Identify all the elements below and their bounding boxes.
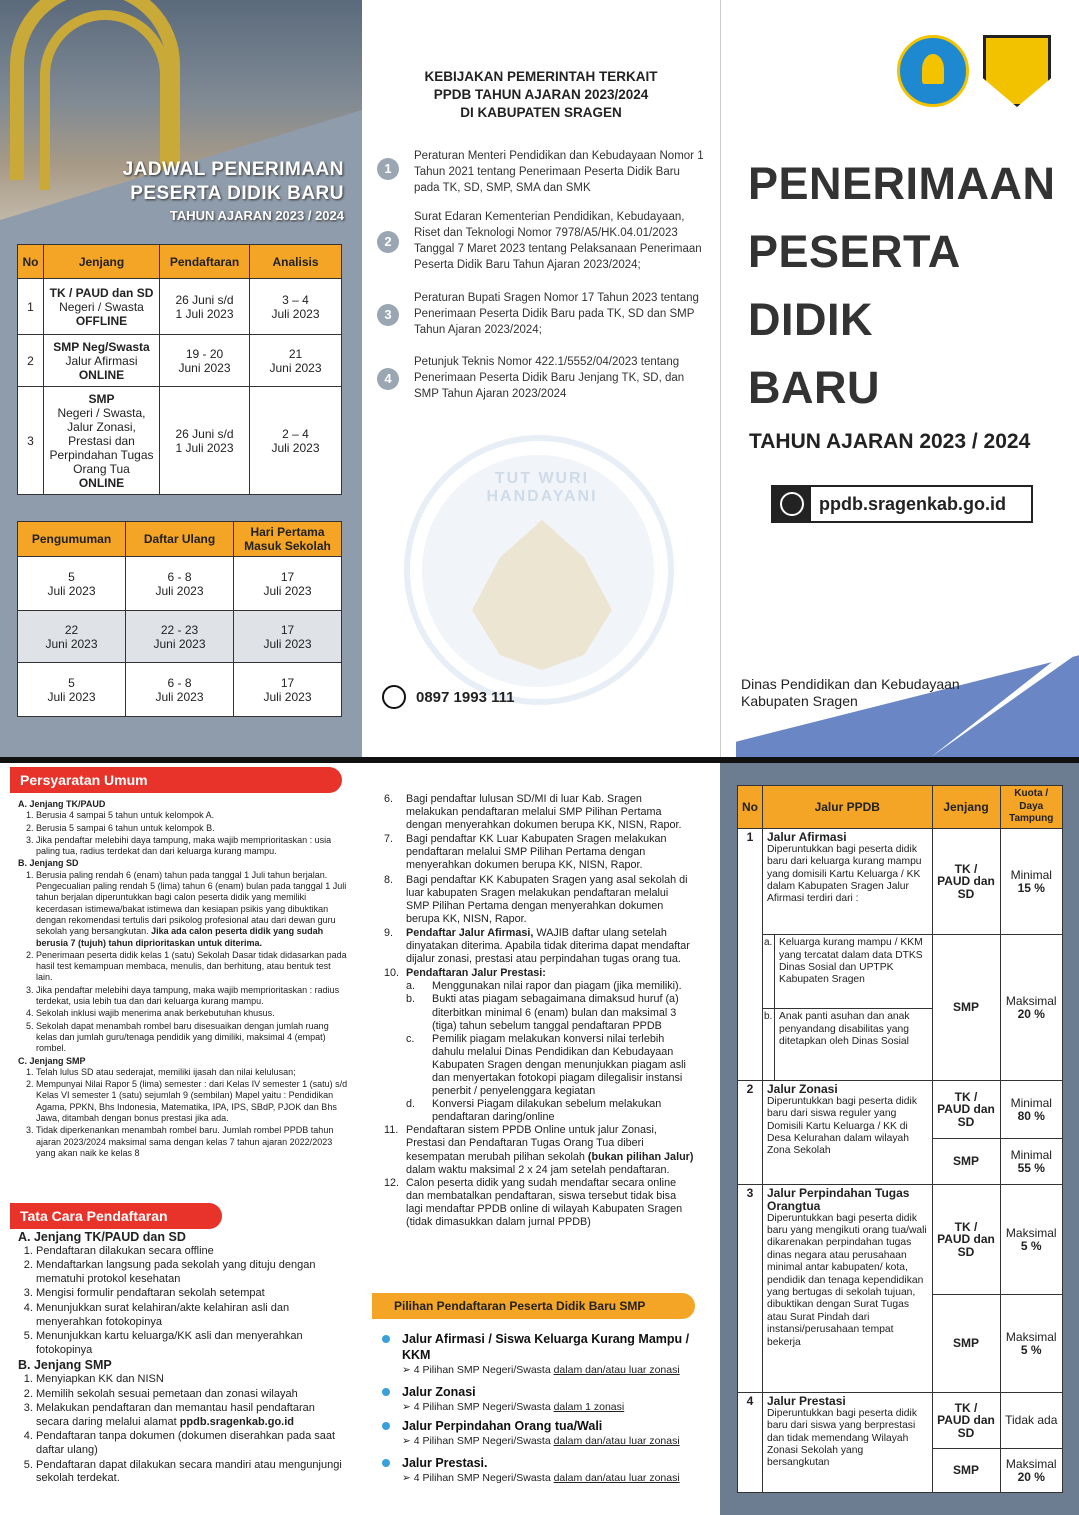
schedule-panel <box>0 0 362 757</box>
policy-item: 2 Surat Edaran Kementerian Pendidikan, Kebudayaan, Riset dan Teknologi Nomor 7978/A5/HK.04.01/2023 Tanggal 7 Maret 2023 tentang Pelaksanaan Penerimaan Peserta Didik Baru Tahun Ajaran 2023/2024; <box>377 209 707 273</box>
table-row: 3 SMP Negeri / Swasta, Jalur Zonasi, Prestasi dan Perpindahan Tugas Orang Tua ONLINE 26 Juni s/d 1 Juli 2023 2 – 4 Juli 2023 <box>18 387 342 495</box>
smp-options-title: Pilihan Pendaftaran Peserta Didik Baru SMP <box>372 1293 695 1319</box>
website-link[interactable]: ppdb.sragenkab.go.id <box>771 485 1033 523</box>
quota-panel <box>720 763 1079 1515</box>
list-item: Jalur Afirmasi / Siswa Keluarga Kurang Mampu / KKM ➢ 4 Pilihan SMP Negeri/Swasta dalam dan/atau luar zonasi <box>402 1331 702 1377</box>
policy-heading: KEBIJAKAN PEMERINTAH TERKAIT PPDB TAHUN AJARAN 2023/2024 DI KABUPATEN SRAGEN <box>424 69 658 120</box>
table-row: 5 Juli 2023 6 - 8 Juli 2023 17 Juli 2023 <box>18 663 342 717</box>
publisher: Dinas Pendidikan dan Kebudayaan Kabupaten Sragen <box>741 676 960 709</box>
table-row: 3 Jalur Perpindahan Tugas Orangtua Diperuntukkan bagi peserta didik baru yang mengikuti orang tua/wali dikarenakan perpindahan tugas dinas negara atau perusahaan minimal antar kabupaten/ kota, pendidik dan tenaga kependidikan yang bertugas di sekolah tujuan, dibuktikan dengan Surat Tugas atau Surat Pindah dari instansi/perusahaan tempat bekerja TK / PAUD dan SD Maksimal 5 % <box>738 1185 1063 1295</box>
policy-item: 1 Peraturan Menteri Pendidikan dan Kebudayaan Nomor 1 Tahun 2021 tentang Penerimaan Peserta Didik Baru pada TK, SD, SMP, SMA dan SMK <box>377 148 707 196</box>
cover-title: PENERIMAAN PESERTA DIDIK BARU <box>748 158 1056 413</box>
policy-item: 3 Peraturan Bupati Sragen Nomor 17 Tahun 2023 tentang Penerimaan Peserta Didik Baru pada TK, SD dan SMP Tahun Ajaran 2023/2024; <box>377 290 707 338</box>
policy-item: 4 Petunjuk Teknis Nomor 422.1/5552/04/2023 tentang Penerimaan Peserta Didik Baru Jenjang TK, SD, dan SMP Tahun Ajaran 2023/2024 <box>377 354 707 402</box>
table-row: b. Anak panti asuhan dan anak penyandang disabilitas yang ditetapkan oleh Dinas Sosial <box>738 1009 1063 1081</box>
table-row: a. Keluarga kurang mampu / KKM yang tercatat dalam data DTKS Dinas Sosial dan UPTPK Kabupaten Sragen SMP Maksimal 20 % <box>738 935 1063 1009</box>
table-row: 2 Jalur Zonasi Diperuntukkan bagi peserta didik baru dari siswa reguler yang Domisili Kartu Keluarga / KK di Desa Kelurahan dalam wilayah Zona Sekolah TK / PAUD dan SD Minimal 80 % <box>738 1081 1063 1139</box>
announcement-table: Pengumuman Daftar Ulang Hari Pertama Masuk Sekolah 5 Juli 2023 6 - 8 Juli 2023 17 Juli 2023 22 Juni 2023 22 - 23 Juni 2023 17 Juli 2023 5 Juli 2023 6 - 8 Juli 2023 17 Juli 2023 <box>17 521 342 717</box>
procedure-list: 6. Bagi pendaftar lulusan SD/MI di luar Kab. Sragen melakukan pendaftaran melalui SMP Pilihan Pertama dengan menyerahkan dokumen berupa KK, NISN, Rapor. 7. Bagi pendaftar KK Luar Kabupaten Sragen melakukan pendaftaran melalui SMP Pilihan Pertama dengan menyerahkan dokumen berupa KK, NISN, Rapor. 8. Bagi pendaftar KK Kabupaten Sragen yang asal sekolah di luar kabupaten Sragen melakukan pendaftaran melalui SMP Pilihan Pertama dengan menyerahkan dokumen berupa KK, NISN, Rapor. 9. Pendaftar Jalur Afirmasi, WAJIB daftar ulang setelah dinyatakan diterima. Apabila tidak diterima dapat mendaftar dijalur zonasi, prestasi atau perpindahan tugas orang tua. 10. Pendaftaran Jalur Prestasi: a. Menggunakan nilai rapor dan piagam (jika memiliki). b. Bukti atas piagam sebagaimana dimaksud huruf (a) diterbitkan minimal 6 (enam) bulan dan maksimal 3 (tiga) tahun sebelum tanggal pendaftaran PPDB c. Pemilik piagam melakukan konversi nilai terlebih dahulu melalui Dinas Pendidikan dan Kebudayaan Kabupaten Sragen dengan menunjukkan piagam asli dan menyertakan fotokopi piagam dilegalisir instansi penerbit / penyelenggara kegiatan d. Konversi Piagam dilakukan sebelum melakukan pendaftaran daring/online 11. Pendaftaran sistem PPDB Online untuk jalur Zonasi, Prestasi dan Pendaftaran Tugas Orang Tua diberi kesempatan merubah pilihan sekolah (bukan pilihan Jalur) dalam waktu maksimal 2 x 24 jam setelah pendaftaran. 12. Calon peserta didik yang sudah mendaftar secara online dan membatalkan pendaftaran, siswa tersebut tidak bisa lagi mendaftar PPDB online di wilayah Kabupaten Sragen (tidak dimasukkan dalam jurnal PPDB) <box>384 793 694 1228</box>
cover-panel <box>720 0 1079 757</box>
cover-year: TAHUN AJARAN 2023 / 2024 <box>749 430 1031 453</box>
table-row: 1 Jalur Afirmasi Diperuntukkan bagi peserta didik baru dari keluarga kurang mampu yang domisili Kartu Keluarga / KK dalam Kabupaten Sragen Jalur Afirmasi terdiri dari : TK / PAUD dan SD Minimal 15 % <box>738 829 1063 935</box>
schedule-table: No Jenjang Pendaftaran Analisis 1 TK / PAUD dan SD Negeri / Swasta OFFLINE 26 Juni s/d 1 Juli 2023 3 – 4 Juli 2023 2 SMP Neg/Swasta Jalur Afirmasi ONLINE 19 - 20 Juni 2023 21 Juni 2023 3 SMP Negeri / Swasta, Jalur Zonasi, Prestasi dan Perpindahan Tugas Orang Tua ONLINE 26 Juni s/d 1 Juli 2023 2 – 4 Juli 2023 <box>17 244 342 495</box>
table-row: 2 SMP Neg/Swasta Jalur Afirmasi ONLINE 19 - 20 Juni 2023 21 Juni 2023 <box>18 335 342 387</box>
watermark-text: TUT WURI HANDAYANI <box>486 470 598 505</box>
policy-panel <box>362 0 720 757</box>
list-item: Jalur Perpindahan Orang tua/Wali ➢ 4 Pilihan SMP Negeri/Swasta dalam dan/atau luar zonasi <box>402 1418 702 1448</box>
requirements-list: A. Jenjang TK/PAUD 1. Berusia 4 sampai 5 tahun untuk kelompok A. 2. Berusia 5 sampai 6 tahun untuk kelompok B. 3. Jika pendaftar melebihi daya tampung, maka wajib memprioritaskan : usia paling tua, radius terdekat dan dari keluarga kurang mampu. B. Jenjang SD 1. Berusia paling rendah 6 (enam) tahun pada tanggal 1 Juli tahun berjalan. Pengecualian paling rendah 5 (lima) tahun 6 (enam) bulan pada tanggal 1 Juli tahun berjalan diperuntukkan bagi calon peserta didik yang memiliki kecerdasan istimewa/bakat istimewa dan kesiapan psikis yang dibuktikan dengan rekomendasi tertulis dari psikolog profesional atau dari dewan guru sekolah yang bersangkutan. Jika ada calon peserta didik yang sudah berusia 7 (tujuh) tahun diprioritaskan untuk diterima. 2. Penerimaan peserta didik kelas 1 (satu) Sekolah Dasar tidak didasarkan pada hasil test kemampuan membaca, menulis, dan berhitung, atau bentuk test lain. 3. Jika pendaftar melebihi daya tampung, maka wajib memprioritaskan : radius terdekat, usia lebih tua dan dari keluarga kurang mampu. 4. Sekolah inklusi wajib menerima anak berkebutuhan khusus. 5. Sekolah dapat menambah rombel baru disesuaikan dengan jumlah ruang kelas dan jumlah guru/tenaga pendidik yang dimiliki, maksimal 4 (empat) rombel. C. Jenjang SMP 1. Telah lulus SD atau sederajat, memiliki ijasah dan nilai kelulusan; 2. Mempunyai Nilai Rapor 5 (lima) semester : dari Kelas IV semester 1 (satu) s/d Kelas VI semester 1 (satu) sejumlah 9 (sembilan) Mapel yaitu : Pendidikan Agama, PPKN, Bhs Indonesia, Matematika, IPA, IPS, SBdP, PJOK dan Bhs Jawa, ditambah dengan bonus prestasi jika ada. 3. Tidak diperkenankan menambah rombel baru. Jumlah rombel PPDB tahun ajaran 2023/2024 maksimal sama dengan kelas 7 tahun ajaran 2022/2023 yang akan naik ke kelas 8 <box>18 799 348 1160</box>
table-row: 4 Jalur Prestasi Diperuntukkan bagi peserta didik baru dari siswa yang berprestasi dan tidak memendang Wilayah Zonasi Sekolah yang bersangkutan TK / PAUD dan SD Tidak ada <box>738 1393 1063 1449</box>
list-item: Jalur Prestasi. ➢ 4 Pilihan SMP Negeri/Swasta dalam dan/atau luar zonasi <box>402 1455 702 1485</box>
sragen-regency-seal-icon <box>983 35 1051 107</box>
table-row: 5 Juli 2023 6 - 8 Juli 2023 17 Juli 2023 <box>18 557 342 611</box>
table-row: SMP Maksimal 5 % <box>738 1295 1063 1393</box>
table-row: 22 Juni 2023 22 - 23 Juni 2023 17 Juli 2023 <box>18 611 342 663</box>
table-row: SMP Maksimal 20 % <box>738 1449 1063 1493</box>
procedure-continued-panel <box>362 763 720 1515</box>
schedule-title: JADWAL PENERIMAAN PESERTA DIDIK BARU TAHUN AJARAN 2023 / 2024 <box>122 159 344 223</box>
table-row: SMP Minimal 55 % <box>738 1139 1063 1185</box>
list-item: Jalur Zonasi ➢ 4 Pilihan SMP Negeri/Swasta dalam 1 zonasi <box>402 1384 702 1414</box>
quota-table: No Jalur PPDB Jenjang Kuota / Daya Tampung 1 Jalur Afirmasi Diperuntukkan bagi peserta didik baru dari keluarga kurang mampu yang domisili Kartu Keluarga / KK dalam Kabupaten Sragen Jalur Afirmasi terdiri dari : TK / PAUD dan SD Minimal 15 % a. Keluarga kurang mampu / KKM yang tercatat dalam data DTKS Dinas Sosial dan UPTPK Kabupaten Sragen SMP Maksimal 20 % b. Anak panti asuhan dan anak penyandang disabilitas yang ditetapkan oleh Dinas Sosial 2 Jalur Zonasi Diperuntukkan bagi peserta didik baru dari siswa reguler yang Domisili Kartu Keluarga / KK di Desa Kelurahan dalam wilayah Zona Sekolah TK / PAUD dan SD Minimal 80 % SMP Minimal 55 % 3 Jalur Perpindahan Tugas Orangtua Diperuntukkan bagi peserta didik baru yang mengikuti orang tua/wali dikarenakan perpindahan tugas dinas negara atau perusahaan minimal antar kabupaten/ kota, pendidik dan tenaga kependidikan yang bertugas di sekolah tujuan, dibuktikan dengan Surat Tugas atau Surat Pindah dari instansi/perusahaan tempat bekerja TK / PAUD dan SD Maksimal 5 % SMP Maksimal 5 % 4 Jalur Prestasi Diperuntukkan bagi peserta didik baru dari siswa yang berprestasi dan tidak memendang Wilayah Zonasi Sekolah yang bersangkutan TK / PAUD dan SD Tidak ada SMP Maksimal 20 % <box>737 785 1063 1493</box>
globe-icon <box>773 486 811 522</box>
section-title: Persyaratan Umum <box>10 767 342 793</box>
whatsapp-icon <box>382 685 406 709</box>
section-title: Tata Cara Pendaftaran <box>10 1203 222 1229</box>
table-row: 1 TK / PAUD dan SD Negeri / Swasta OFFLINE 26 Juni s/d 1 Juli 2023 3 – 4 Juli 2023 <box>18 279 342 335</box>
whatsapp-contact[interactable]: 0897 1993 111 <box>382 685 514 709</box>
registration-steps: A. Jenjang TK/PAUD dan SD 1. Pendaftaran dilakukan secara offline 2. Mendaftarkan langsung pada sekolah yang dituju dengan mematuhi protokol kesehatan 3. Mengisi formulir pendaftaran sekolah setempat 4. Menunjukkan surat kelahiran/akte kelahiran asli dan menyerahkan fotokopinya 5. Menunjukkan kartu keluarga/KK asli dan menyerahkan fotokopinya B. Jenjang SMP 1. Menyiapkan KK dan NISN 2. Memilih sekolah sesuai pemetaan dan zonasi wilayah 3. Melakukan pendaftaran dan memantau hasil pendaftaran secara daring melalui alamat ppdb.sragenkab.go.id 4. Pendaftaran tanpa dokumen (dokumen diserahkan pada saat daftar ulang) 5. Pendaftaran dapat dilakukan secara mandiri atau mengunjungi sekolah terdekat. <box>18 1231 348 1487</box>
tut-wuri-handayani-logo-icon <box>897 35 969 107</box>
requirements-panel <box>0 763 362 1515</box>
